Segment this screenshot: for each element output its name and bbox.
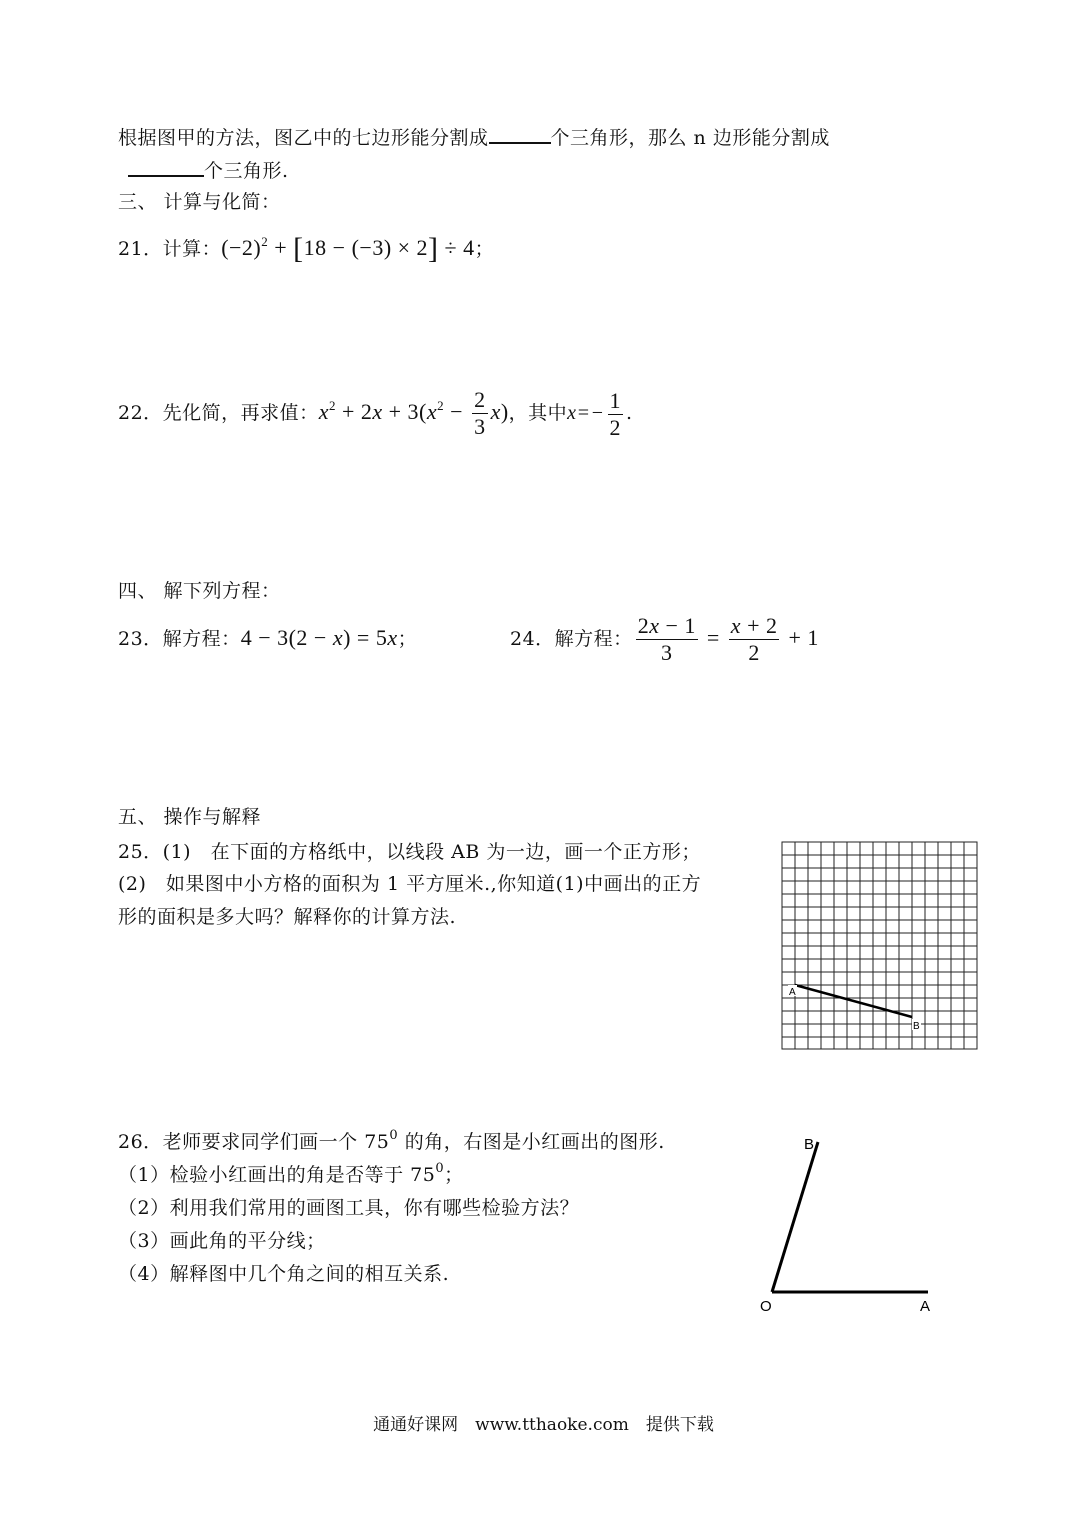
question-22	[118, 384, 633, 441]
question-26-line-1	[118, 1130, 665, 1154]
question-22-expression: $x^2 + 2x + 3(x^2$ − $\frac{2}{3}$ x)	[318, 387, 509, 440]
top-line-2	[128, 157, 289, 183]
question-22-label: 22．先化简，再求值：	[118, 402, 319, 424]
question-23	[118, 626, 417, 651]
question-23-end: ；	[397, 628, 418, 650]
question-25-line-3: 形的面积是多大吗？解释你的计算方法.	[118, 906, 457, 928]
question-26-item-3: （3）画此角的平分线；	[118, 1230, 326, 1252]
question-24-label: 24．解方程：	[510, 628, 633, 650]
question-26-item-1-a: （1）检验小红画出的角是否等于 75	[118, 1164, 436, 1186]
question-26-line-1-b: 的角，右图是小红画出的图形.	[398, 1131, 665, 1153]
segment-ab	[795, 985, 912, 1017]
page-footer: 通通好课网 www.tthaoke.com 提供下载	[373, 1415, 714, 1435]
angle-label-a: A	[920, 1298, 931, 1315]
question-22-end: .	[626, 402, 633, 424]
top-line-1-text-a: 根据图甲的方法，图乙中的七边形能分割成	[118, 127, 489, 149]
fraction-x-plus-2-over-2: $\frac{x + 2}{2}$	[730, 613, 778, 666]
fraction-two-thirds: $\frac{2}{3}$	[474, 387, 486, 440]
question-21-end: ；	[474, 238, 495, 260]
question-24-equation: $\frac{2x - 1}{3}$ = $\frac{x + 2}{2}$ + 1	[637, 613, 819, 666]
answer-blank-1[interactable]	[489, 124, 551, 144]
question-26-item-2: （2）利用我们常用的画图工具，你有哪些检验方法？	[118, 1197, 580, 1219]
top-line-1	[118, 124, 830, 150]
grid-label-a: A	[789, 987, 796, 998]
question-25-line-1: 25．(1) 在下面的方格纸中，以线段 AB 为一边，画一个正方形；	[118, 841, 701, 863]
question-21-label: 21．计算：	[118, 238, 222, 260]
question-26-item-1	[118, 1163, 464, 1187]
angle-figure[interactable]	[750, 1125, 950, 1325]
question-25-line-2: (2) 如果图中小方格的面积为 1 平方厘米.,你知道(1)中画出的正方	[118, 873, 702, 895]
degree-superscript: 0	[389, 1128, 399, 1143]
grid-lines	[782, 842, 977, 1049]
top-line-1-text-b: 个三角形，那么 n 边形能分割成	[550, 127, 830, 149]
answer-blank-2[interactable]	[128, 157, 204, 177]
question-26-item-4: （4）解释图中几个角之间的相互关系.	[118, 1263, 450, 1285]
section-4-title: 四、 解下列方程：	[118, 580, 281, 602]
question-26-line-1-a: 26．老师要求同学们画一个 75	[118, 1131, 390, 1153]
grid-paper-figure[interactable]	[780, 840, 980, 1052]
section-5-title: 五、 操作与解释	[118, 806, 262, 828]
fraction-2x-minus-1-over-3: $\frac{2x - 1}{3}$	[637, 613, 696, 666]
ray-ob	[772, 1142, 818, 1292]
top-line-2-text: 个三角形.	[204, 160, 289, 182]
degree-superscript: 0	[435, 1161, 445, 1176]
question-21-expression: $(-2)^2 + [18 - (-3) \times 2] \div 4$	[221, 232, 475, 265]
angle-label-o: O	[760, 1298, 772, 1315]
grid-label-b: B	[913, 1021, 920, 1032]
question-24	[510, 610, 819, 667]
angle-label-b: B	[804, 1136, 815, 1153]
section-3-title: 三、 计算与化简：	[118, 191, 281, 213]
question-23-equation: 4 − 3(2 − x) = 5x	[240, 625, 398, 650]
question-21	[118, 232, 495, 265]
question-22-mid: ，其中	[508, 402, 568, 424]
question-26-item-1-b: ；	[444, 1164, 464, 1186]
question-22-x-eq: x=−	[567, 402, 605, 424]
question-23-label: 23．解方程：	[118, 628, 241, 650]
fraction-one-half: $\frac{1}{2}$	[609, 387, 622, 440]
